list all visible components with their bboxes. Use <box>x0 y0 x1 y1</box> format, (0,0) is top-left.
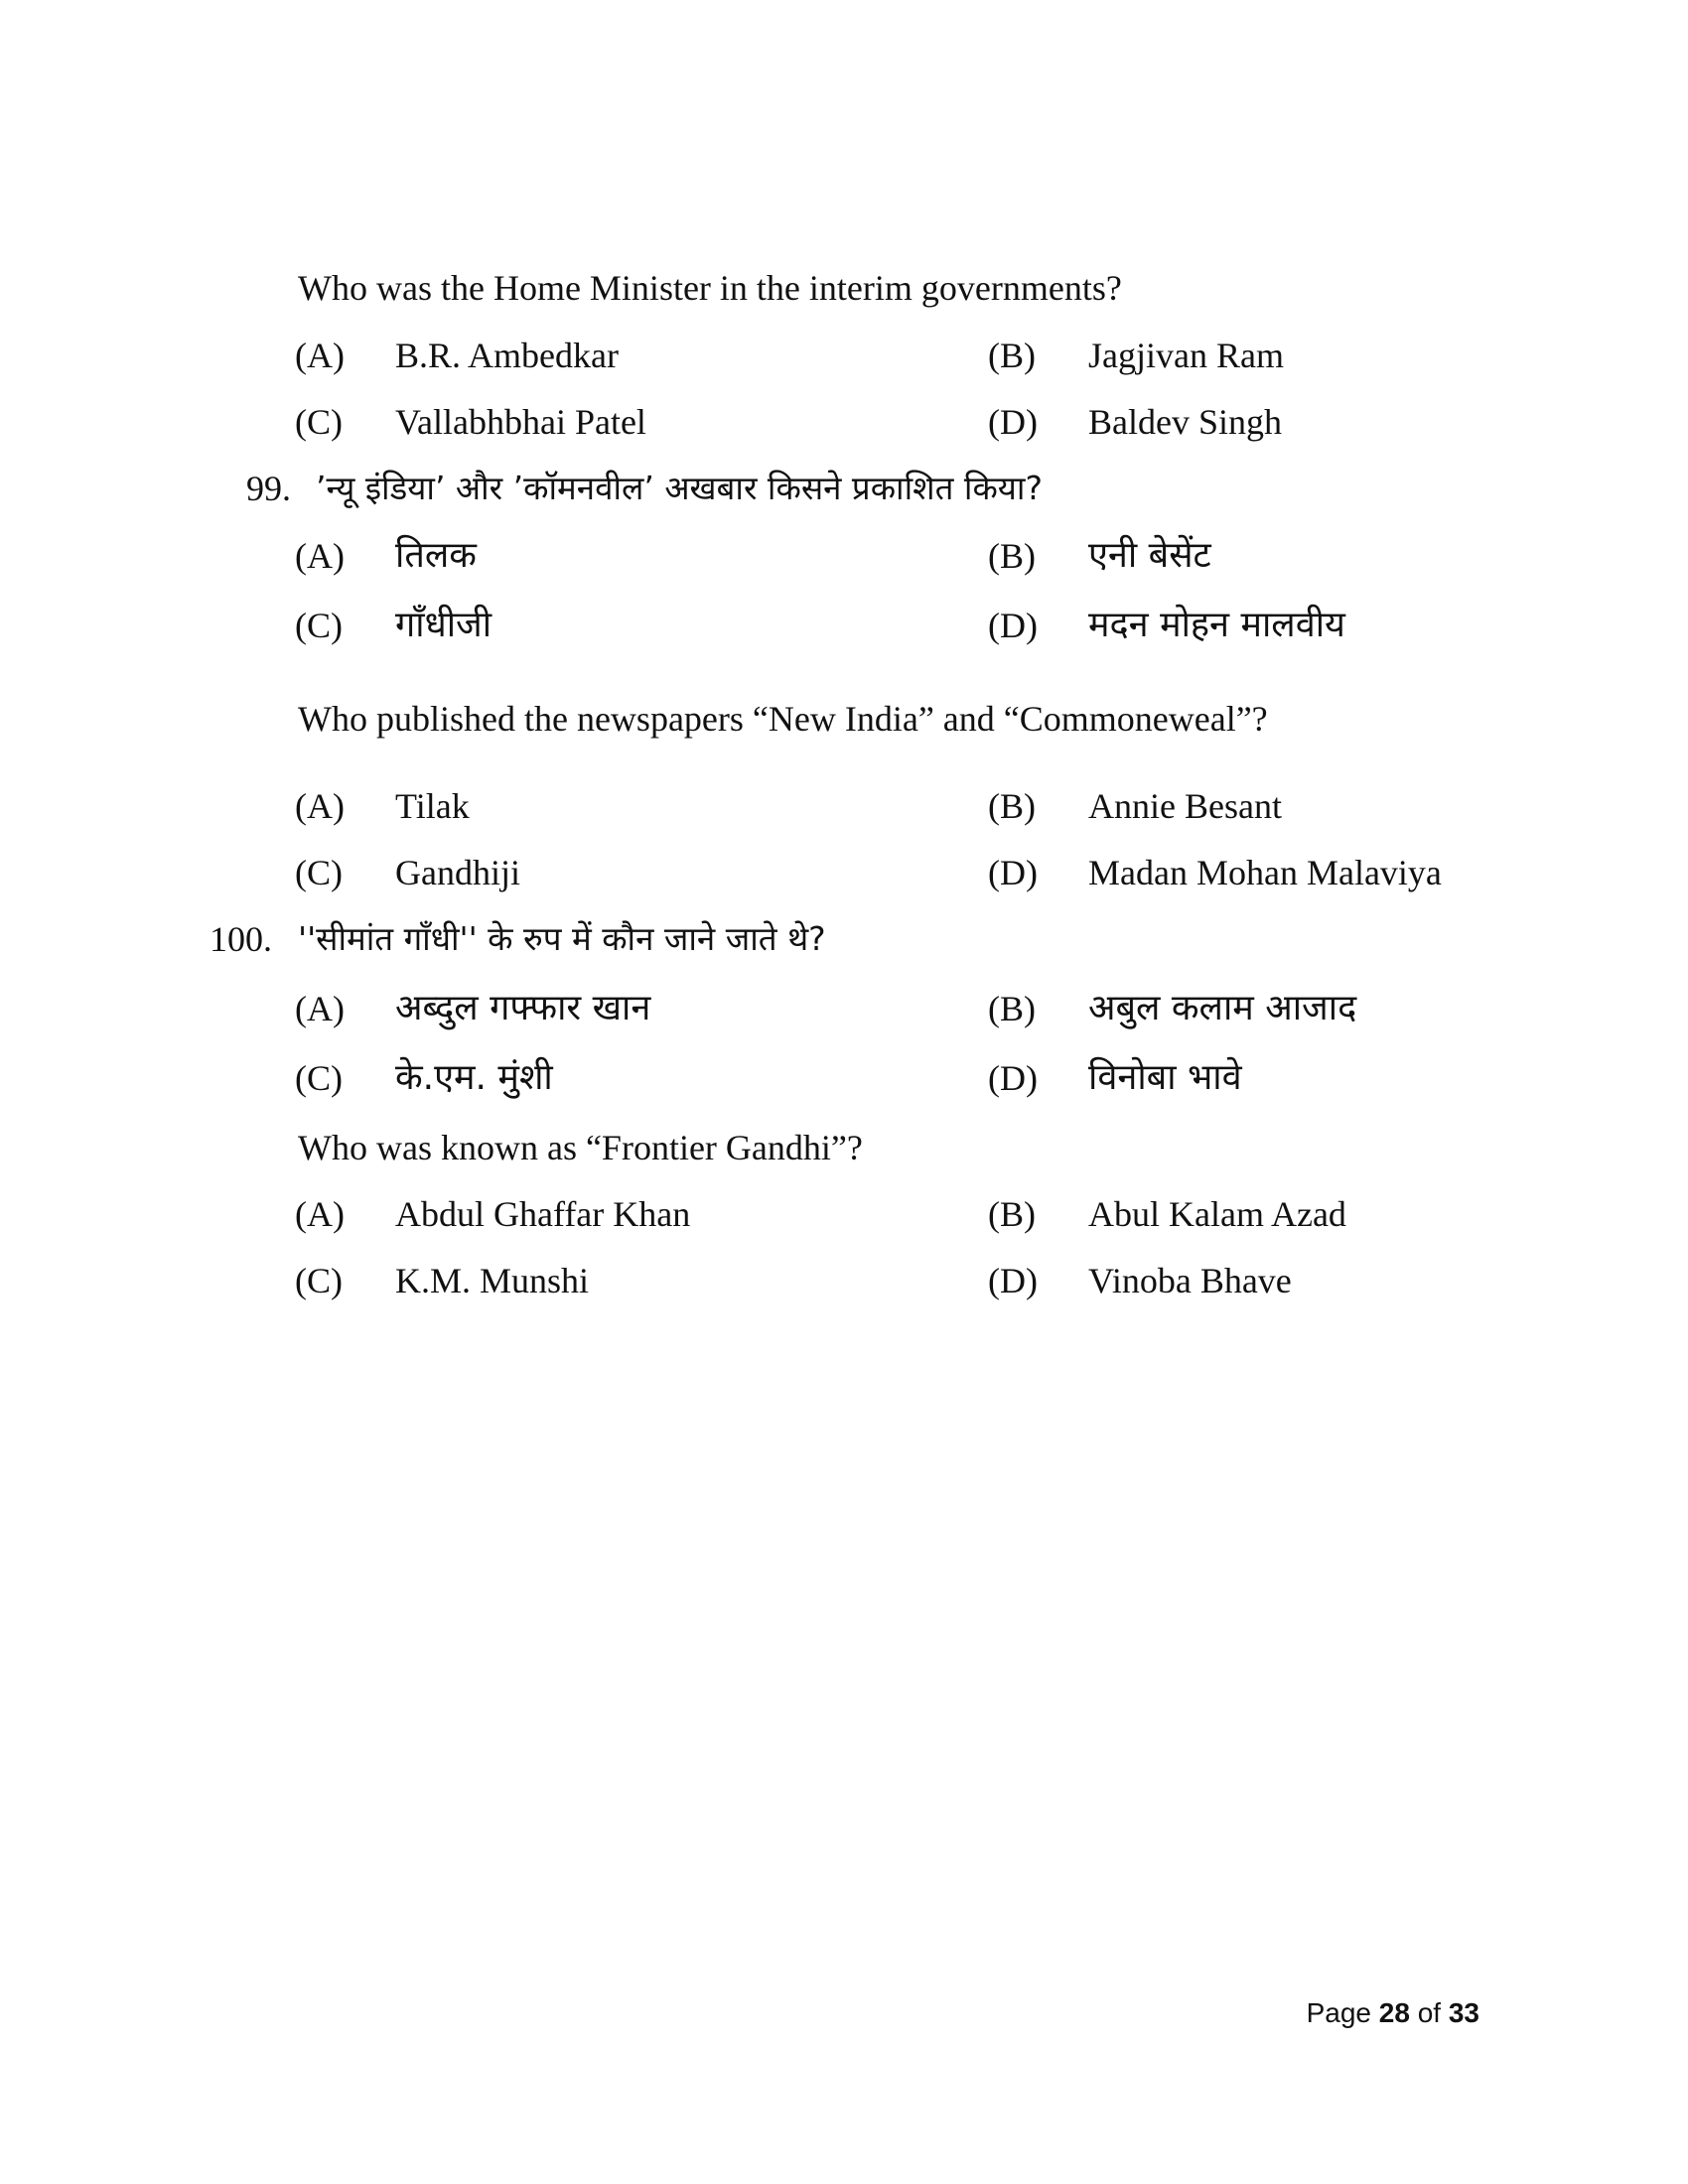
option-key: (A) <box>295 786 345 826</box>
option-key: (C) <box>295 1058 343 1098</box>
page-label: Page <box>1306 1997 1371 2028</box>
option-key: (D) <box>988 606 1038 645</box>
option-key: (C) <box>295 606 343 645</box>
total-pages: 33 <box>1448 1997 1479 2028</box>
question-100-en: Who was known as “Frontier Gandhi”? <box>298 1128 863 1167</box>
option-text: के.एम. मुंशी <box>395 1057 553 1098</box>
option-text: अबुल कलाम आजाद <box>1088 988 1357 1028</box>
option-text: गाँधीजी <box>395 605 492 645</box>
option-text: Gandhiji <box>395 853 520 892</box>
option-text: K.M. Munshi <box>395 1261 590 1300</box>
option-text: Vallabhbhai Patel <box>395 402 646 442</box>
option-text: Madan Mohan Malaviya <box>1088 853 1442 892</box>
option-text: Annie Besant <box>1088 786 1282 826</box>
option-key: (D) <box>988 1261 1038 1300</box>
option-text: अब्दुल गफ्फार खान <box>395 988 651 1028</box>
option-text: Baldev Singh <box>1088 402 1282 442</box>
option-text: एनी बेसेंट <box>1088 535 1211 576</box>
option-key: (D) <box>988 853 1038 892</box>
option-key: (B) <box>988 336 1036 375</box>
question-99-en: Who published the newspapers “New India” and “Commoneweal”? <box>298 699 1268 739</box>
option-key: (B) <box>988 536 1036 576</box>
option-key: (C) <box>295 1261 343 1300</box>
option-key: (D) <box>988 402 1038 442</box>
option-key: (B) <box>988 786 1036 826</box>
option-key: (B) <box>988 989 1036 1028</box>
page-number-footer <box>1307 1995 1479 2031</box>
question-99-hi: ’न्यू इंडिया’ और ’कॉमनवील’ अखबार किसने प्रकाशित किया? <box>316 469 1043 507</box>
option-key: (A) <box>295 1194 345 1234</box>
question-number: 99. <box>246 469 291 508</box>
option-key: (A) <box>295 536 345 576</box>
option-key: (A) <box>295 989 345 1028</box>
question-100-hi: ''सीमांत गाँधी'' के रुप में कौन जाने जाते थे? <box>298 919 826 958</box>
option-text: मदन मोहन मालवीय <box>1088 605 1345 645</box>
option-key: (C) <box>295 853 343 892</box>
current-page: 28 <box>1378 1997 1410 2028</box>
option-text: Jagjivan Ram <box>1088 336 1284 375</box>
option-text: B.R. Ambedkar <box>395 336 619 375</box>
option-text: Tilak <box>395 786 470 826</box>
option-key: (A) <box>295 336 345 375</box>
page-of-label: of <box>1417 1997 1442 2028</box>
option-key: (C) <box>295 402 343 442</box>
option-key: (D) <box>988 1058 1038 1098</box>
question-number: 100. <box>210 919 272 959</box>
option-text: विनोबा भावे <box>1088 1057 1242 1098</box>
option-text: तिलक <box>395 535 477 576</box>
option-key: (B) <box>988 1194 1036 1234</box>
question-98-en: Who was the Home Minister in the interim governments? <box>298 268 1122 308</box>
option-text: Abul Kalam Azad <box>1088 1194 1346 1234</box>
option-text: Vinoba Bhave <box>1088 1261 1292 1300</box>
option-text: Abdul Ghaffar Khan <box>395 1194 691 1234</box>
